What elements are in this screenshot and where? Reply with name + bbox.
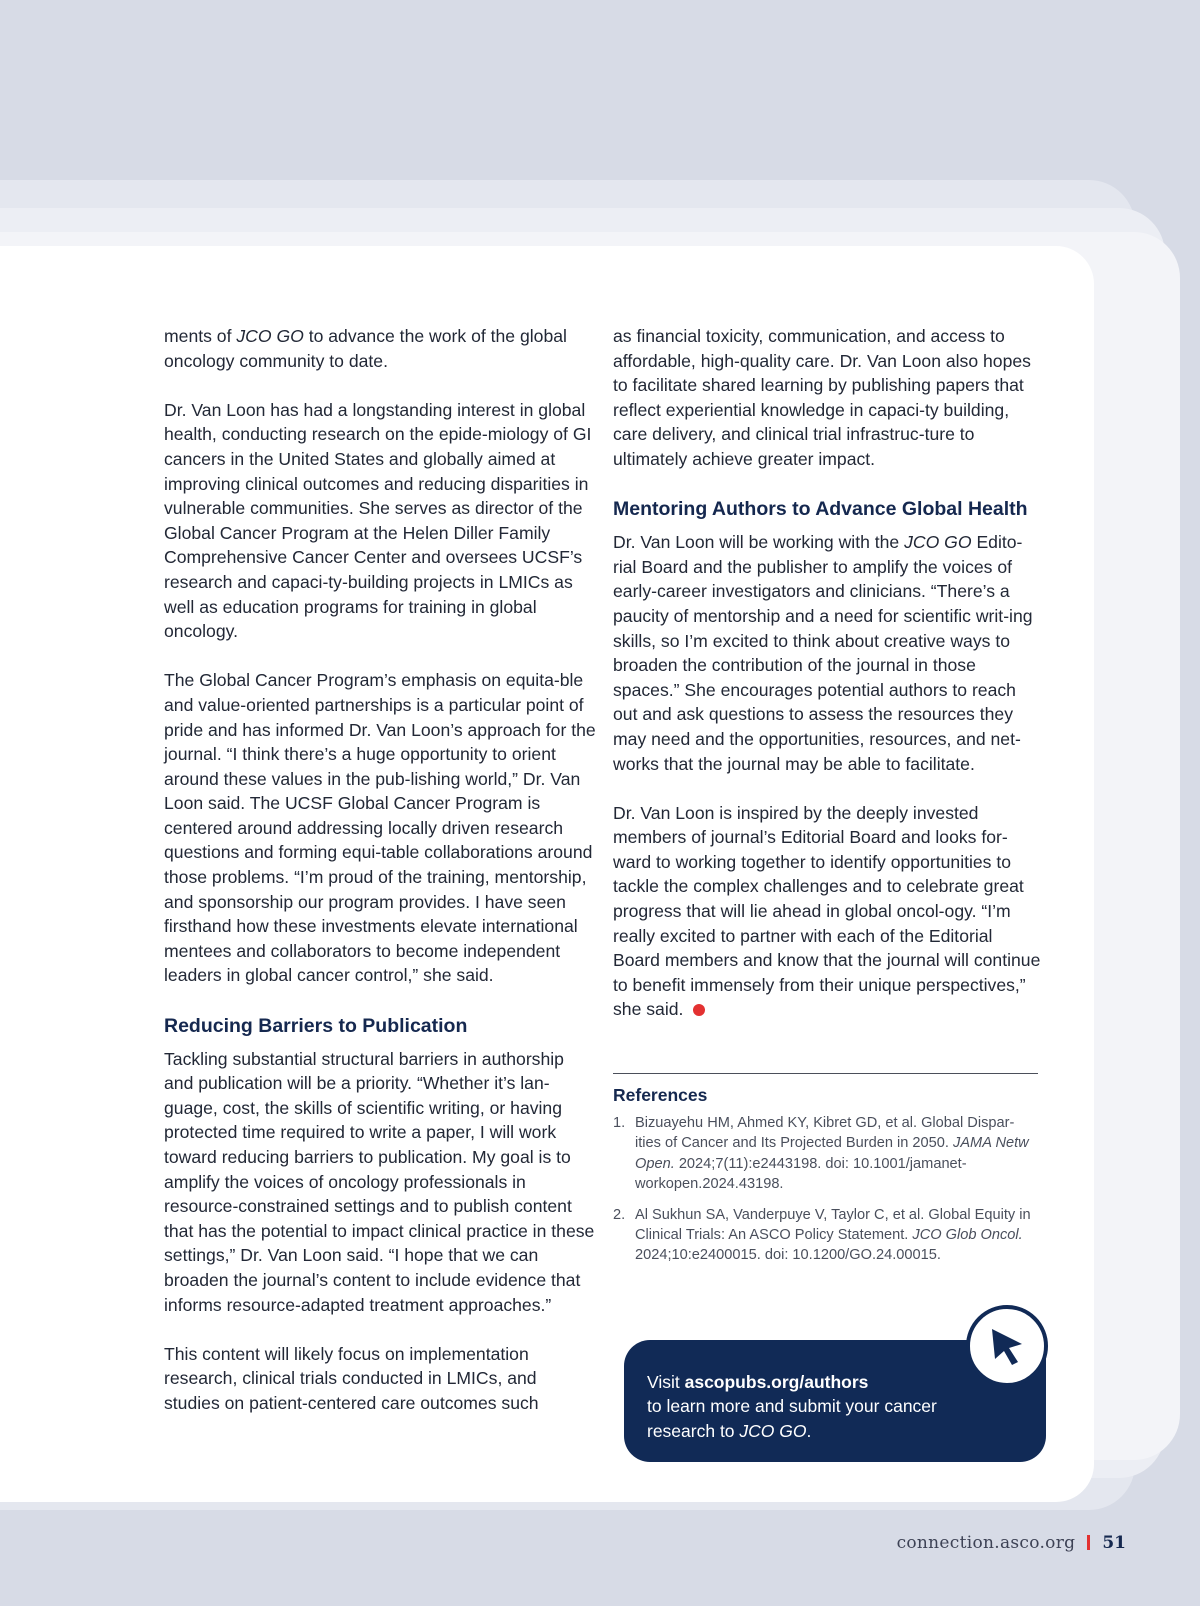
paragraph: This content will likely focus on implementation research, clinical trials conducted in LMICs, and studies on patient-centered care outcomes such — [164, 1343, 539, 1413]
end-mark-icon — [693, 1004, 705, 1016]
paragraph: Dr. Van Loon is inspired by the deeply invested members of journal’s Editorial Board and looks for-ward to working together to identify opportunities to tackle the complex challenges and to celebrate great progress that will lie ahead in global oncol-ogy. “I’m really excited to partner with each of the Editorial Board members and know that the journal will continue to benefit immensely from their unique perspectives,” she said. — [613, 802, 1041, 1020]
reference-number: 2. — [613, 1206, 626, 1223]
paragraph: Dr. Van Loon will be working with the JCO GO Edito-rial Board and the publisher to amplify the voices of early-career investigators and clinicians. “There’s a paucity of mentorship and a need for scientific writ-ing skills, so I’m excited to think about creative ways to broaden the contribution of the journal in those spaces.” She encourages potential authors to reach out and ask questions to assess the resources they may need and the opportunities, resources, and net-works that the journal may be able to facilitate. — [613, 532, 1033, 774]
journal-name: JCO GO — [236, 326, 304, 346]
page-footer — [897, 1533, 1126, 1553]
cursor-badge — [966, 1305, 1048, 1387]
site-url[interactable]: connection.asco.org — [896, 1533, 1076, 1553]
reference-number: 1. — [613, 1115, 626, 1131]
page-number: 51 — [1102, 1533, 1126, 1553]
paragraph: Tackling substantial structural barriers in authorship and publication will be a priority. “Whether it’s lan-guage, cost, the skills of scientific writing, or having protected time required to write a paper, I will work toward reducing barriers to publication. My goal is to amplify the voices of oncology professionals in resource-constrained settings and to publish content that has the potential to impact clinical practice in these settings,” Dr. Van Loon said. “I hope that we can broaden the journal’s content to include evidence that informs resource-adapted treatment approaches.” — [164, 1048, 595, 1315]
paragraph: Dr. Van Loon has had a longstanding interest in global health, conducting research on the epide-miology of GI cancers in the United States and globally aimed at improving clinical outcomes and reducing disparities in vulnerable communities. She serves as director of the Global Cancer Program at the Helen Diller Family Comprehensive Cancer Center and oversees UCSF’s research and capaci-ty-building projects in LMICs as well as education programs for training in global oncology. — [164, 399, 592, 642]
left-column — [164, 324, 596, 1416]
cursor-arrow-icon — [988, 1326, 1028, 1368]
paragraph: The Global Cancer Program’s emphasis on equita-ble and value-oriented partnerships is a particular point of pride and has informed Dr. Van Loon’s approach for the journal. “I think there’s a huge opportunity to orient around these values in the pub-lishing world,” Dr. Van Loon said. The UCSF Global Cancer Program is centered around addressing locally driven research questions and forming equi-table collaborations around those problems. “I’m proud of the training, mentorship, and sponsorship our program provides. I have seen firsthand how these investments elevate international mentees and collaborators to become independent leaders in global cancer control,” she said. — [164, 670, 596, 986]
right-column — [613, 324, 1043, 1022]
footer-divider — [1087, 1535, 1090, 1550]
journal-name: JCO GO — [904, 532, 972, 553]
paragraph: as financial toxicity, communication, and access to affordable, high-quality care. Dr. Van Loon also hopes to facilitate shared learning by publishing papers that reflect experiential knowledge in capaci-ty building, care delivery, and clinical trial infrastruc-ture to ultimately achieve greater impact. — [613, 326, 1031, 469]
references-title: References — [613, 1085, 708, 1105]
reference-item: 1. Bizuayehu HM, Ahmed KY, Kibret GD, et al. Global Dispar-ities of Cancer and Its Projected Burden in 2050. JAMA Netw Open. 2024;7(11):e2443198. doi: 10.1001/jamanet-workopen.2024.43198. — [613, 1115, 1029, 1193]
references-divider — [613, 1073, 1038, 1074]
references-list — [613, 1113, 1038, 1276]
cta-text: Visit ascopubs.org/authors to learn more and submit your cancer research to JCO GO. — [647, 1372, 937, 1441]
section-heading: Reducing Barriers to Publication — [164, 1014, 468, 1037]
reference-item: 2. Al Sukhun SA, Vanderpuye V, Taylor C, et al. Global Equity in Clinical Trials: An ASCO Policy Statement. JCO Glob Oncol. 2024;10:e2400015. doi: 10.1200/GO.24.00015. — [613, 1206, 1031, 1264]
cta-link[interactable]: ascopubs.org/authors — [684, 1372, 869, 1392]
section-heading: Mentoring Authors to Advance Global Health — [613, 498, 1028, 521]
paragraph: ments of JCO GO to advance the work of the global oncology community to date. — [164, 326, 567, 371]
